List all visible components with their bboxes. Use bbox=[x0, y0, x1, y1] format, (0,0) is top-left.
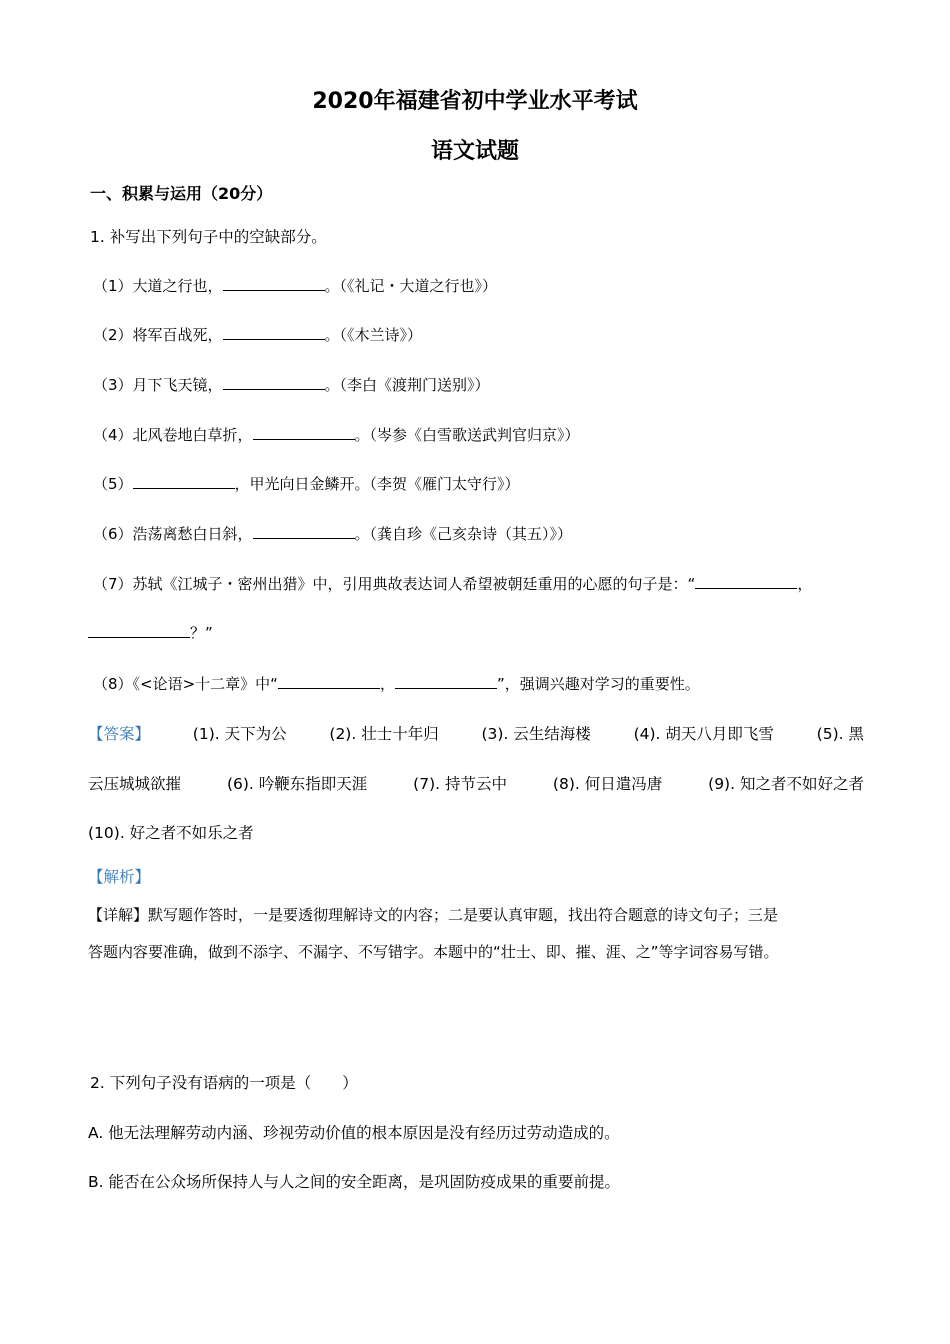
answer-item: (1). 天下为公 bbox=[192, 725, 287, 743]
fill-item-text: （4）北风卷地白草折， bbox=[93, 426, 253, 444]
document-subtitle: 语文试题 bbox=[430, 139, 519, 164]
fill-item-punct: ， bbox=[797, 575, 813, 593]
answer-item: (8). 何日遣冯唐 bbox=[552, 775, 663, 793]
answer-blank bbox=[395, 674, 497, 689]
fill-item-text: （7）苏轼《江城子・密州出猎》中，引用典故表达词人希望被朝廷重用的心愿的句子是：“ bbox=[93, 575, 696, 593]
fill-item-6 bbox=[93, 523, 572, 544]
answer-blank bbox=[223, 325, 325, 340]
detail-paragraph-line-1 bbox=[88, 904, 864, 925]
fill-item-source: ，甲光向日金鳞开。（李贺《雁门太守行》） bbox=[234, 475, 520, 493]
answer-blank bbox=[253, 425, 355, 440]
answer-item: (7). 持节云中 bbox=[413, 775, 507, 793]
fill-item-source: 。（龚自珍《己亥杂诗（其五）》） bbox=[354, 525, 573, 543]
fill-item-text: （5） bbox=[93, 475, 133, 493]
answer-item: (6). 吟鞭东指即天涯 bbox=[226, 775, 368, 793]
answer-blank bbox=[223, 276, 325, 291]
question-1-stem: 1. 补写出下列句子中的空缺部分。 bbox=[90, 228, 327, 246]
answer-item: (4). 胡天八月即飞雪 bbox=[633, 725, 774, 743]
answer-blank bbox=[253, 524, 355, 539]
answer-item: (3). 云生结海楼 bbox=[481, 725, 591, 743]
answer-item: 云压城城欲摧 bbox=[88, 775, 182, 793]
answer-item: (9). 知之者不如好之者 bbox=[708, 775, 864, 793]
answer-line-1 bbox=[88, 722, 864, 744]
answer-line-2 bbox=[88, 772, 864, 794]
question-2-stem: 2. 下列句子没有语病的一项是（ ） bbox=[90, 1074, 358, 1092]
fill-item-7-continued bbox=[88, 622, 213, 643]
answer-blank bbox=[88, 623, 190, 638]
section-heading: 一、积累与运用（20分） bbox=[90, 184, 273, 203]
fill-item-text: （2）将军百战死， bbox=[93, 326, 223, 344]
fill-item-source: 。（李白《渡荆门送别》） bbox=[324, 376, 490, 394]
detail-text: 【详解】默写题作答时，一是要透彻理解诗文的内容；二是要认真审题，找出符合题意的诗文句子；三是 bbox=[88, 906, 779, 924]
fill-item-text: （3）月下飞天镜， bbox=[93, 376, 223, 394]
fill-item-text: （8）《<论语>十二章》中“ bbox=[93, 675, 278, 693]
fill-item-source: 。（《木兰诗》） bbox=[324, 326, 423, 344]
fill-item-punct: ？” bbox=[190, 624, 213, 642]
fill-item-text: （6）浩荡离愁白日斜， bbox=[93, 525, 253, 543]
fill-item-3 bbox=[93, 374, 490, 395]
fill-item-source: ”，强调兴趣对学习的重要性。 bbox=[496, 675, 700, 693]
answer-blank bbox=[278, 674, 380, 689]
answer-blank bbox=[133, 474, 235, 489]
fill-item-source: 。（岑参《白雪歌送武判官归京》） bbox=[354, 426, 580, 444]
document-title: 2020年福建省初中学业水平考试 bbox=[312, 89, 638, 114]
fill-item-1 bbox=[93, 275, 497, 296]
detail-paragraph-line-2: 答题内容要准确，做到不添字、不漏字、不写错字。本题中的“壮士、即、摧、涯、之”等字词容易写错。 bbox=[88, 943, 779, 961]
answer-item: (2). 壮士十年归 bbox=[329, 725, 439, 743]
fill-item-source: 。（《礼记・大道之行也》） bbox=[324, 277, 498, 295]
option-b: B. 能否在公众场所保持人与人之间的安全距离，是巩固防疫成果的重要前提。 bbox=[88, 1173, 620, 1191]
fill-item-4 bbox=[93, 424, 580, 445]
answer-tag: 【答案】 bbox=[88, 725, 151, 743]
option-a: A. 他无法理解劳动内涵、珍视劳动价值的根本原因是没有经历过劳动造成的。 bbox=[88, 1124, 620, 1142]
answer-item: (5). 黑 bbox=[816, 725, 864, 743]
fill-item-punct: ， bbox=[379, 675, 395, 693]
fill-item-2 bbox=[93, 324, 422, 345]
answer-blank bbox=[695, 574, 797, 589]
fill-item-7 bbox=[93, 573, 812, 594]
fill-item-text: （1）大道之行也， bbox=[93, 277, 223, 295]
answer-line-3: (10). 好之者不如乐之者 bbox=[88, 824, 254, 842]
analysis-tag: 【解析】 bbox=[88, 868, 151, 886]
fill-item-5 bbox=[93, 473, 520, 494]
answer-blank bbox=[223, 375, 325, 390]
fill-item-8 bbox=[93, 673, 700, 694]
